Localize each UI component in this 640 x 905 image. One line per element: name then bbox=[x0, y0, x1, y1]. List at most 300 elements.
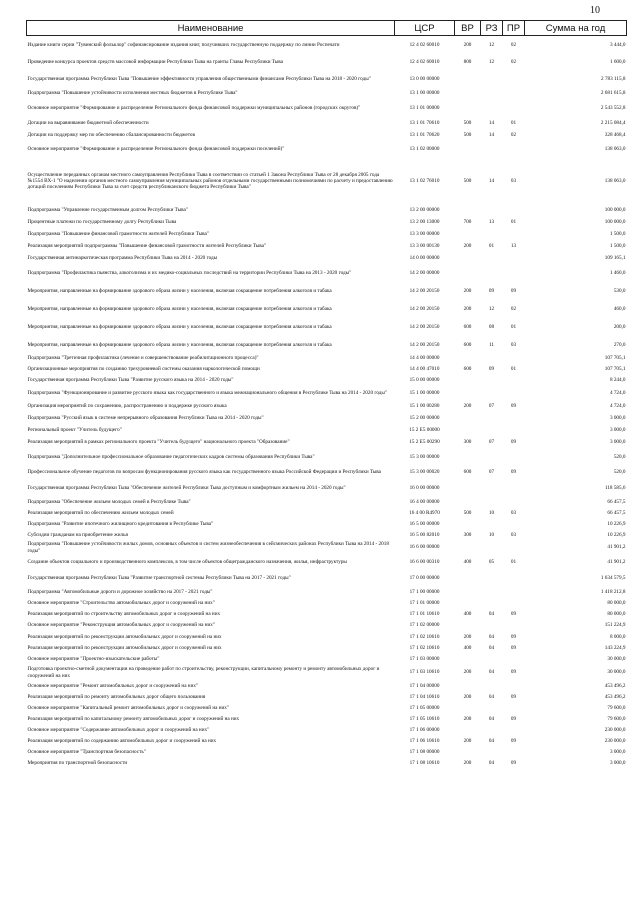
row-rz-cell bbox=[481, 654, 503, 665]
table-row bbox=[27, 36, 627, 54]
row-csr-cell: 17 1 04 10610 bbox=[409, 693, 440, 700]
row-vr-cell: 300 bbox=[463, 531, 472, 538]
row-rz-cell bbox=[481, 481, 503, 497]
row-vr-cell bbox=[455, 229, 481, 241]
row-vr-cell: 700 bbox=[463, 219, 472, 226]
row-vr-cell bbox=[455, 375, 481, 386]
row-rz-cell: 04 bbox=[488, 644, 495, 651]
row-name-cell: Основное мероприятие "Формирование и распределение Регионального фонда финансовой поддержки поселений)" bbox=[27, 146, 285, 153]
row-pr-cell: 09 bbox=[510, 469, 517, 476]
row-csr-cell: 15 2 E5 00000 bbox=[409, 426, 440, 433]
row-pr-cell: 03 bbox=[510, 531, 517, 538]
row-sum-cell: 41 901,2 bbox=[607, 544, 626, 551]
row-rz-cell bbox=[481, 425, 503, 436]
row-sum-cell: 520,0 bbox=[613, 453, 626, 460]
row-sum-cell: 1 600,0 bbox=[609, 59, 626, 66]
table-row bbox=[27, 319, 627, 337]
row-rz-cell bbox=[481, 519, 503, 530]
row-sum-cell: 138 063,0 bbox=[604, 146, 626, 153]
row-vr-cell: 500 bbox=[463, 177, 472, 184]
table-row bbox=[27, 142, 627, 158]
row-csr-cell: 14 4 00 47010 bbox=[409, 365, 440, 372]
row-rz-cell: 07 bbox=[488, 439, 495, 446]
row-name-cell: Организационные мероприятия по созданию трехуровневой системы оказания наркологической помощи bbox=[27, 365, 260, 372]
row-vr-cell bbox=[455, 425, 481, 436]
row-rz-cell: 12 bbox=[488, 306, 495, 313]
row-sum-cell: 328 468,4 bbox=[604, 131, 626, 138]
row-vr-cell bbox=[455, 587, 481, 598]
row-pr-cell: 03 bbox=[510, 509, 517, 516]
table-row bbox=[27, 217, 627, 229]
row-vr-cell bbox=[455, 354, 481, 364]
row-pr-cell: 09 bbox=[510, 288, 517, 295]
table-row bbox=[27, 401, 627, 413]
row-rz-cell bbox=[481, 620, 503, 632]
row-name-cell: Дотации на поддержку мер по обеспечению сбалансированности бюджетов bbox=[27, 131, 195, 138]
row-pr-cell: 02 bbox=[510, 41, 517, 48]
row-csr-cell: 17 1 05 00000 bbox=[409, 704, 440, 711]
row-sum-cell: 3 000,0 bbox=[609, 426, 626, 433]
row-csr-cell: 13 1 02 00000 bbox=[409, 146, 440, 153]
row-pr-cell: 03 bbox=[510, 177, 517, 184]
row-rz-cell bbox=[481, 587, 503, 598]
row-vr-cell: 600 bbox=[463, 324, 472, 331]
row-sum-cell: 109 165,1 bbox=[604, 255, 626, 262]
row-vr-cell bbox=[455, 681, 481, 692]
table-row bbox=[27, 632, 627, 643]
table-row bbox=[27, 386, 627, 401]
row-sum-cell: 118 585,6 bbox=[604, 485, 626, 492]
table-row bbox=[27, 714, 627, 725]
table-row bbox=[27, 450, 627, 465]
row-pr-cell: 02 bbox=[510, 306, 517, 313]
row-rz-cell: 10 bbox=[488, 509, 495, 516]
table-row bbox=[27, 354, 627, 364]
table-row bbox=[27, 253, 627, 265]
row-name-cell: Издание книги серии "Тувинский фольклор" софинансирование издания книг, получивших государственную поддержку по линии Роспечати bbox=[27, 41, 340, 48]
row-name-cell: Процентные платежи по государственному долгу Республики Тыва bbox=[27, 219, 177, 226]
row-csr-cell: 14 2 00 20150 bbox=[409, 288, 440, 295]
row-name-cell: Региональный проект "Учитель будущего" bbox=[27, 426, 122, 433]
table-row bbox=[27, 747, 627, 758]
row-vr-cell: 200 bbox=[463, 41, 472, 48]
row-pr-cell bbox=[503, 620, 525, 632]
row-csr-cell: 16 0 00 00000 bbox=[409, 485, 440, 492]
row-name-cell: Государственная программа Республики Тыва "Повышение эффективности управления общественными финансами Республики Тыва на 2018 - 2020 годы" bbox=[27, 75, 371, 82]
header-csr: ЦСР bbox=[395, 21, 455, 36]
row-name-cell: Мероприятия, направленные на формирование здорового образа жизни у населения, включая сокращение потребления алкоголя и табака bbox=[27, 288, 332, 295]
header-pr: ПР bbox=[503, 21, 525, 36]
row-pr-cell: 03 bbox=[510, 341, 517, 348]
row-sum-cell: 4 724,0 bbox=[609, 403, 626, 410]
table-row bbox=[27, 497, 627, 508]
table-row bbox=[27, 301, 627, 319]
row-name-cell: Проведение конкурса проектов средств массовой информации Республики Тыва на гранты Главы Республики Тыва bbox=[27, 59, 283, 66]
table-row bbox=[27, 129, 627, 142]
row-sum-cell: 10 226,9 bbox=[607, 531, 626, 538]
row-sum-cell: 453 496,2 bbox=[604, 682, 626, 689]
table-row bbox=[27, 665, 627, 681]
row-name-cell: Основное мероприятие "Формирование и распределение Регионального фонда финансовой поддержки муниципальных районов (городских округов)" bbox=[27, 105, 361, 112]
table-row bbox=[27, 265, 627, 283]
row-rz-cell: 09 bbox=[488, 288, 495, 295]
row-sum-cell: 1 460,0 bbox=[609, 270, 626, 277]
table-row bbox=[27, 436, 627, 450]
table-row bbox=[27, 205, 627, 217]
row-csr-cell: 14 0 00 00000 bbox=[409, 255, 440, 262]
row-rz-cell bbox=[481, 205, 503, 217]
row-name-cell: Подготовка проектно-сметной документации на проведение работ по строительству, реконструкции, капитальному ремонту и ремонту автомобильных дорог и сооружений на них bbox=[27, 666, 380, 679]
table-row bbox=[27, 725, 627, 736]
row-csr-cell: 17 1 08 00000 bbox=[409, 748, 440, 755]
row-sum-cell: 1 418 212,8 bbox=[600, 588, 626, 595]
row-csr-cell: 14 2 00 00000 bbox=[409, 270, 440, 277]
header-name: Наименование bbox=[27, 21, 395, 36]
row-name-cell: Мероприятия, направленные на формирование здорового образа жизни у населения, включая сокращение потребления алкоголя и табака bbox=[27, 306, 332, 313]
row-vr-cell bbox=[455, 205, 481, 217]
row-rz-cell bbox=[481, 747, 503, 758]
row-vr-cell bbox=[455, 450, 481, 465]
row-vr-cell bbox=[455, 747, 481, 758]
row-vr-cell: 600 bbox=[463, 469, 472, 476]
row-pr-cell bbox=[503, 265, 525, 283]
row-sum-cell: 80 000,0 bbox=[607, 599, 626, 606]
row-sum-cell: 2 543 552,8 bbox=[600, 105, 626, 112]
row-rz-cell bbox=[481, 541, 503, 555]
table-row bbox=[27, 530, 627, 541]
row-sum-cell: 270,0 bbox=[613, 341, 626, 348]
row-csr-cell: 17 1 06 10610 bbox=[409, 737, 440, 744]
row-rz-cell: 10 bbox=[488, 531, 495, 538]
row-vr-cell: 400 bbox=[463, 610, 472, 617]
table-row bbox=[27, 620, 627, 632]
row-csr-cell: 17 1 05 10610 bbox=[409, 715, 440, 722]
row-rz-cell bbox=[481, 725, 503, 736]
row-name-cell: Подпрограмма "Повышение устойчивости жилых домов, основных объектов и систем жизнеобеспечения в сейсмических районах Республики Тыва на 2014 - 2018 годы" bbox=[27, 541, 389, 554]
row-pr-cell bbox=[503, 681, 525, 692]
row-vr-cell: 600 bbox=[463, 365, 472, 372]
row-csr-cell: 15 1 00 00000 bbox=[409, 389, 440, 396]
row-pr-cell bbox=[503, 142, 525, 158]
row-pr-cell bbox=[503, 386, 525, 401]
row-pr-cell: 01 bbox=[510, 219, 517, 226]
row-rz-cell bbox=[481, 703, 503, 714]
row-sum-cell: 151 224,9 bbox=[604, 622, 626, 629]
table-row bbox=[27, 519, 627, 530]
row-name-cell: Подпрограмма "Функционирование и развитие русского языка как государственного и языка межнационального общения в Республике Тыва на 2014 - 2020 годы" bbox=[27, 389, 388, 396]
row-pr-cell: 09 bbox=[510, 439, 517, 446]
row-rz-cell: 04 bbox=[488, 759, 495, 766]
row-rz-cell: 08 bbox=[488, 324, 495, 331]
row-pr-cell: 09 bbox=[510, 669, 517, 676]
row-sum-cell: 107 705,1 bbox=[604, 365, 626, 372]
row-sum-cell: 66 457,5 bbox=[607, 498, 626, 505]
row-pr-cell bbox=[503, 450, 525, 465]
row-name-cell: Основное мероприятие "Содержание автомобильных дорог и сооружений на них" bbox=[27, 726, 210, 733]
table-row bbox=[27, 229, 627, 241]
row-vr-cell bbox=[455, 100, 481, 118]
row-csr-cell: 14 4 00 00000 bbox=[409, 355, 440, 362]
header-sum: Сумма на год bbox=[525, 21, 627, 36]
row-vr-cell: 200 bbox=[463, 403, 472, 410]
row-pr-cell bbox=[503, 519, 525, 530]
row-name-cell: Реализация мероприятий подпрограммы "Повышение финансовой грамотности жителей Республики Тыва" bbox=[27, 243, 267, 250]
row-rz-cell bbox=[481, 598, 503, 609]
row-name-cell: Основное мероприятие "Строительство автомобильных дорог и сооружений на них" bbox=[27, 599, 215, 606]
table-row bbox=[27, 54, 627, 72]
table-row bbox=[27, 118, 627, 129]
row-rz-cell bbox=[481, 87, 503, 100]
row-pr-cell: 09 bbox=[510, 633, 517, 640]
row-sum-cell: 3 000,0 bbox=[609, 759, 626, 766]
row-pr-cell: 09 bbox=[510, 610, 517, 617]
row-csr-cell: 17 1 03 00000 bbox=[409, 655, 440, 662]
row-pr-cell: 01 bbox=[510, 365, 517, 372]
table-row bbox=[27, 692, 627, 703]
row-rz-cell: 14 bbox=[488, 177, 495, 184]
row-vr-cell: 200 bbox=[463, 306, 472, 313]
row-name-cell: Реализация мероприятий в рамках регионального проекта "Учитель будущего" национального проекта "Образование" bbox=[27, 439, 290, 446]
row-csr-cell: 16 4 00 00000 bbox=[409, 498, 440, 505]
row-csr-cell: 16 4 00 R4970 bbox=[409, 509, 440, 516]
row-vr-cell bbox=[455, 541, 481, 555]
row-vr-cell bbox=[455, 620, 481, 632]
table-row bbox=[27, 283, 627, 301]
row-pr-cell: 02 bbox=[510, 59, 517, 66]
row-pr-cell bbox=[503, 354, 525, 364]
row-name-cell: Подпрограмма "Повышение финансовой грамотности жителей Республики Тыва" bbox=[27, 231, 209, 238]
row-rz-cell: 04 bbox=[488, 669, 495, 676]
row-rz-cell: 04 bbox=[488, 633, 495, 640]
row-csr-cell: 14 2 00 20150 bbox=[409, 341, 440, 348]
row-vr-cell bbox=[455, 703, 481, 714]
row-vr-cell bbox=[455, 386, 481, 401]
row-csr-cell: 13 3 00 00130 bbox=[409, 243, 440, 250]
row-csr-cell: 16 6 00 00000 bbox=[409, 544, 440, 551]
row-rz-cell: 12 bbox=[488, 59, 495, 66]
row-vr-cell: 200 bbox=[463, 288, 472, 295]
row-sum-cell: 2 215 084,4 bbox=[600, 119, 626, 126]
row-pr-cell bbox=[503, 205, 525, 217]
row-vr-cell: 500 bbox=[463, 131, 472, 138]
row-vr-cell: 500 bbox=[463, 119, 472, 126]
row-csr-cell: 13 2 00 00000 bbox=[409, 207, 440, 214]
row-pr-cell: 13 bbox=[510, 243, 517, 250]
row-rz-cell: 04 bbox=[488, 715, 495, 722]
row-sum-cell: 10 226,9 bbox=[607, 520, 626, 527]
row-sum-cell: 100 000,0 bbox=[604, 207, 626, 214]
row-sum-cell: 3 000,0 bbox=[609, 748, 626, 755]
table-row bbox=[27, 413, 627, 425]
row-pr-cell bbox=[503, 587, 525, 598]
row-csr-cell: 14 2 00 20150 bbox=[409, 306, 440, 313]
table-row bbox=[27, 158, 627, 205]
row-csr-cell: 17 1 03 10610 bbox=[409, 669, 440, 676]
row-sum-cell: 1 500,0 bbox=[609, 231, 626, 238]
row-name-cell: Мероприятия, направленные на формирование здорового образа жизни у населения, включая сокращение потребления алкоголя и табака bbox=[27, 324, 332, 331]
row-sum-cell: 138 063,0 bbox=[604, 177, 626, 184]
row-name-cell: Подпрограмма "Управление государственным долгом Республики Тыва" bbox=[27, 207, 188, 214]
row-csr-cell: 12 4 02 60010 bbox=[409, 41, 440, 48]
table-row bbox=[27, 555, 627, 571]
row-csr-cell: 13 1 02 76010 bbox=[409, 177, 440, 184]
row-sum-cell: 453 496,2 bbox=[604, 693, 626, 700]
row-rz-cell: 05 bbox=[488, 559, 495, 566]
row-rz-cell bbox=[481, 571, 503, 587]
row-vr-cell: 200 bbox=[463, 715, 472, 722]
row-sum-cell: 107 705,1 bbox=[604, 355, 626, 362]
row-pr-cell bbox=[503, 253, 525, 265]
row-csr-cell: 17 0 00 00000 bbox=[409, 575, 440, 582]
row-vr-cell bbox=[455, 481, 481, 497]
row-pr-cell bbox=[503, 747, 525, 758]
table-row bbox=[27, 72, 627, 87]
row-csr-cell: 15 2 00 00000 bbox=[409, 415, 440, 422]
header-vr: ВР bbox=[455, 21, 481, 36]
row-name-cell: Государственная программа Республики Тыва "Обеспечение жителей Республики Тыва доступным и комфортным жильем на 2014 - 2020 годы" bbox=[27, 485, 346, 492]
row-pr-cell: 02 bbox=[510, 131, 517, 138]
row-vr-cell bbox=[455, 725, 481, 736]
row-rz-cell bbox=[481, 497, 503, 508]
row-csr-cell: 15 1 00 00280 bbox=[409, 403, 440, 410]
row-sum-cell: 2 783 115,8 bbox=[601, 75, 626, 82]
row-sum-cell: 4 724,0 bbox=[609, 389, 626, 396]
row-pr-cell bbox=[503, 598, 525, 609]
row-vr-cell bbox=[455, 571, 481, 587]
row-pr-cell bbox=[503, 72, 525, 87]
row-vr-cell: 200 bbox=[463, 243, 472, 250]
row-name-cell: Основное мероприятие "Ремонт автомобильных дорог и сооружений на них" bbox=[27, 682, 199, 689]
row-sum-cell: 143 224,9 bbox=[604, 644, 626, 651]
table-row bbox=[27, 425, 627, 436]
row-pr-cell: 09 bbox=[510, 715, 517, 722]
row-name-cell: Мероприятия, направленные на формирование здорового образа жизни у населения, включая сокращение потребления алкоголя и табака bbox=[27, 341, 332, 348]
row-vr-cell: 200 bbox=[463, 669, 472, 676]
row-sum-cell: 230 000,0 bbox=[604, 726, 626, 733]
row-csr-cell: 16 5 00 00000 bbox=[409, 520, 440, 527]
row-sum-cell: 30 000,0 bbox=[607, 669, 626, 676]
row-rz-cell: 13 bbox=[488, 219, 495, 226]
row-rz-cell: 04 bbox=[488, 610, 495, 617]
row-sum-cell: 460,0 bbox=[613, 306, 626, 313]
row-sum-cell: 100 000,0 bbox=[604, 219, 626, 226]
row-vr-cell: 500 bbox=[463, 509, 472, 516]
row-pr-cell bbox=[503, 703, 525, 714]
row-sum-cell: 80 000,0 bbox=[607, 610, 626, 617]
row-csr-cell: 13 0 00 00000 bbox=[409, 75, 440, 82]
row-csr-cell: 17 1 00 00000 bbox=[409, 588, 440, 595]
row-vr-cell bbox=[455, 413, 481, 425]
row-name-cell: Осуществление переданных органам местного самоуправления Республики Тыва в соответствии со статьей 1 Закона Республики Тыва от 28 декабря 2005 года №1554 ВХ-1 "О наделении органов местного самоуправления муниципальных районов отдельными государственными полномочиями по расчету и предоставлению дотаций поселениям Республики Тыва за счет средств республиканского бюджета Республики Тыва" bbox=[27, 171, 393, 191]
row-rz-cell: 01 bbox=[488, 243, 495, 250]
row-rz-cell: 07 bbox=[488, 469, 495, 476]
row-csr-cell: 17 1 01 10610 bbox=[409, 610, 440, 617]
row-csr-cell: 13 1 01 00000 bbox=[409, 105, 440, 112]
row-rz-cell bbox=[481, 386, 503, 401]
row-name-cell: Основное мероприятие "Транспортная безопасность" bbox=[27, 748, 146, 755]
row-sum-cell: 41 901,2 bbox=[607, 559, 626, 566]
row-csr-cell: 17 1 02 00000 bbox=[409, 622, 440, 629]
row-name-cell: Реализация мероприятий по строительству автомобильных дорог и сооружений на них bbox=[27, 610, 221, 617]
table-row bbox=[27, 337, 627, 354]
row-name-cell: Дотации на выравнивание бюджетной обеспеченности bbox=[27, 119, 149, 126]
row-csr-cell: 13 2 00 13000 bbox=[409, 219, 440, 226]
table-row bbox=[27, 681, 627, 692]
table-row bbox=[27, 465, 627, 481]
row-vr-cell: 200 bbox=[463, 633, 472, 640]
row-name-cell: Реализация мероприятий по обеспечению жильем молодых семей bbox=[27, 509, 174, 516]
table-row bbox=[27, 598, 627, 609]
table-row bbox=[27, 758, 627, 769]
row-name-cell: Государственная программа Республики Тыва "Развитие транспортной системы Республики Тыва на 2017 - 2021 годы" bbox=[27, 575, 291, 582]
row-pr-cell: 09 bbox=[510, 403, 517, 410]
row-sum-cell: 530,0 bbox=[613, 288, 626, 295]
table-row bbox=[27, 481, 627, 497]
row-name-cell: Подпрограмма "Профилактика пьянства, алкоголизма и их медико-социальных последствий на территории Республики Тыва на 2013 - 2020 годы" bbox=[27, 270, 352, 277]
row-vr-cell: 200 bbox=[463, 737, 472, 744]
row-csr-cell: 12 4 02 60010 bbox=[409, 59, 440, 66]
row-name-cell: Основное мероприятие "Капитальный ремонт автомобильных дорог и сооружений на них" bbox=[27, 704, 229, 711]
row-rz-cell: 14 bbox=[488, 131, 495, 138]
row-csr-cell: 16 6 00 00310 bbox=[409, 559, 440, 566]
row-rz-cell bbox=[481, 100, 503, 118]
row-pr-cell bbox=[503, 571, 525, 587]
row-name-cell: Организация мероприятий по сохранению, распространению и поддержке русского языка bbox=[27, 403, 227, 410]
row-pr-cell bbox=[503, 541, 525, 555]
row-rz-cell bbox=[481, 354, 503, 364]
table-header-row bbox=[27, 21, 627, 36]
row-vr-cell bbox=[455, 265, 481, 283]
row-pr-cell bbox=[503, 413, 525, 425]
row-pr-cell: 01 bbox=[510, 119, 517, 126]
row-sum-cell: 3 000,0 bbox=[609, 439, 626, 446]
row-pr-cell bbox=[503, 654, 525, 665]
row-rz-cell: 07 bbox=[488, 403, 495, 410]
row-csr-cell: 17 1 04 00000 bbox=[409, 682, 440, 689]
row-name-cell: Подпрограмма "Обеспечение жильем молодых семей в Республике Тыва" bbox=[27, 498, 191, 505]
table-row bbox=[27, 703, 627, 714]
row-sum-cell: 3 000,0 bbox=[609, 415, 626, 422]
table-row bbox=[27, 541, 627, 555]
row-csr-cell: 13 3 00 00000 bbox=[409, 231, 440, 238]
row-name-cell: Подпрограмма "Дополнительное профессиональное образование педагогических кадров системы образования Республики Тыва" bbox=[27, 453, 315, 460]
row-rz-cell bbox=[481, 229, 503, 241]
row-name-cell: Реализация мероприятий по реконструкции автомобильных дорог и сооружений на них bbox=[27, 644, 222, 651]
header-rz: РЗ bbox=[481, 21, 503, 36]
row-sum-cell: 1 500,0 bbox=[609, 243, 626, 250]
row-name-cell: Мероприятия по транспортной безопасности bbox=[27, 759, 128, 766]
table-row bbox=[27, 643, 627, 654]
table-row bbox=[27, 375, 627, 386]
row-rz-cell bbox=[481, 450, 503, 465]
table-row bbox=[27, 508, 627, 519]
row-rz-cell: 12 bbox=[488, 41, 495, 48]
row-sum-cell: 200,0 bbox=[613, 324, 626, 331]
row-csr-cell: 15 3 00 00020 bbox=[409, 469, 440, 476]
row-name-cell: Подпрограмма "Русский язык в системе непрерывного образования Республики Тыва на 2014 - 2020 годы" bbox=[27, 415, 264, 422]
row-sum-cell: 79 600,0 bbox=[607, 715, 626, 722]
row-name-cell: Создание объектов социального и производственного комплексов, в том числе объектов общегражданского назначения, жилья, инфраструктуры bbox=[27, 559, 347, 566]
row-pr-cell: 09 bbox=[510, 737, 517, 744]
row-name-cell: Субсидии гражданам на приобретение жилья bbox=[27, 531, 128, 538]
row-rz-cell bbox=[481, 681, 503, 692]
row-pr-cell bbox=[503, 481, 525, 497]
row-pr-cell bbox=[503, 497, 525, 508]
row-vr-cell bbox=[455, 497, 481, 508]
row-sum-cell: 79 600,0 bbox=[607, 704, 626, 711]
row-csr-cell: 17 1 08 10610 bbox=[409, 759, 440, 766]
row-rz-cell bbox=[481, 375, 503, 386]
